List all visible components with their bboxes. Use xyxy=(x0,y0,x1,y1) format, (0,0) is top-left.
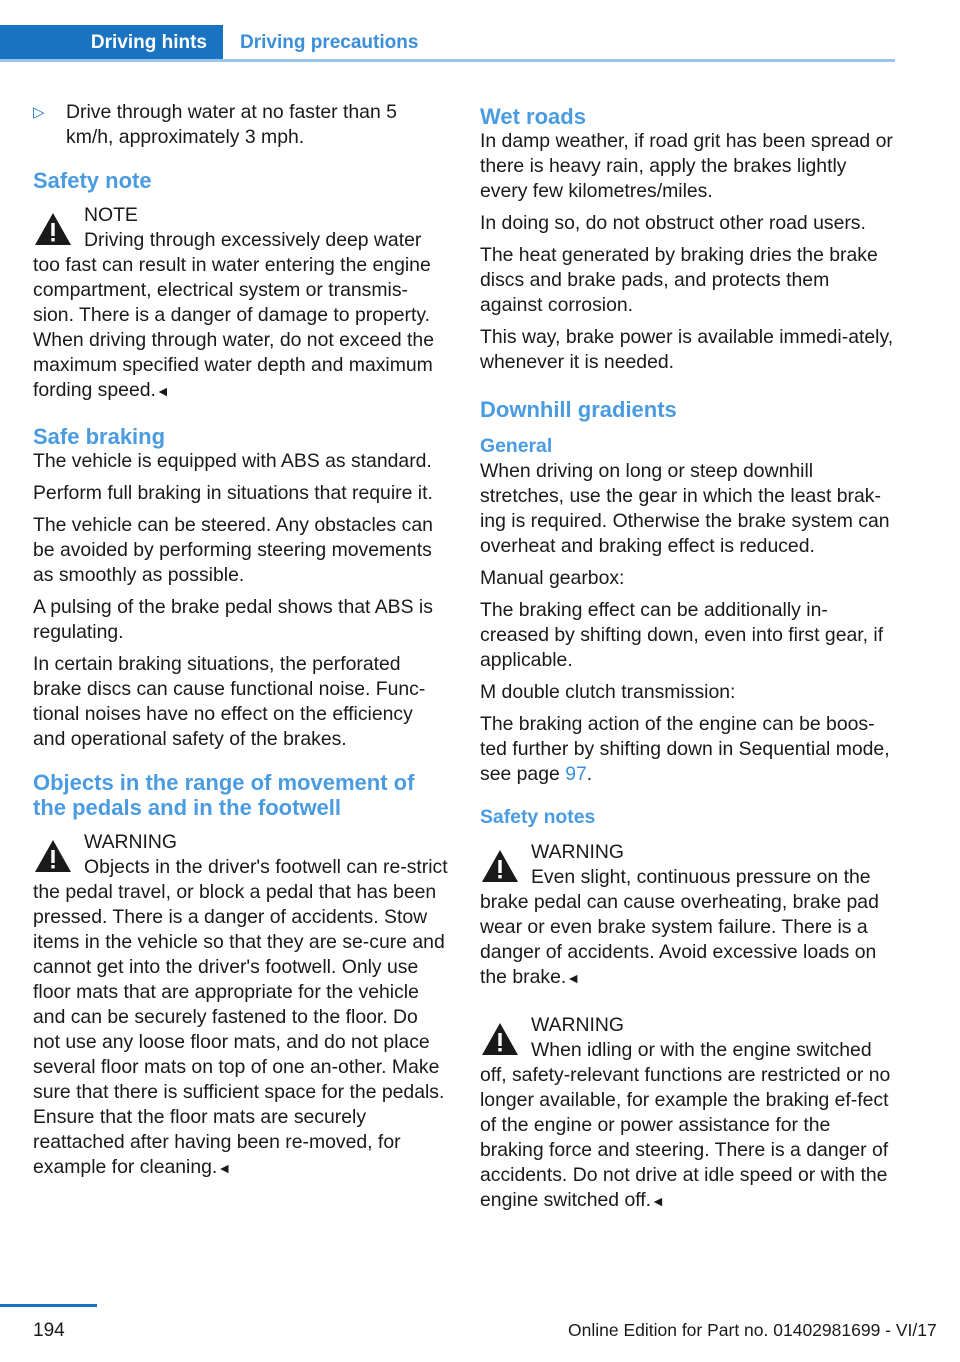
paragraph-text: . xyxy=(586,763,593,785)
paragraph: When driving on long or steep downhill stretches, use the gear in which the least brak‐ing is required. Otherwise the brake system can overheat and braking effect is reduced. xyxy=(480,460,890,557)
footer-rule xyxy=(0,1304,97,1307)
warning-text xyxy=(480,1038,895,1214)
page-number: 194 xyxy=(33,1320,65,1341)
paragraph: Manual gearbox: xyxy=(480,567,625,589)
right-column xyxy=(480,100,895,1214)
page-header xyxy=(0,0,895,62)
safety-notes-heading: Safety notes xyxy=(480,806,596,828)
note-text xyxy=(33,228,448,404)
bullet-triangle-icon: ▷ xyxy=(33,104,45,121)
warning-triangle-icon xyxy=(33,211,73,247)
paragraph xyxy=(480,712,895,787)
bullet-text: Drive through water at no faster than 5 km/h, approximately 3 mph. xyxy=(66,101,397,148)
warning-body: Even slight, continuous pressure on the brake pedal can cause overheating, brake pad wear or even brake system failure. There is a danger of accidents. Avoid excessive loads on the brake. xyxy=(480,866,879,988)
paragraph: In doing so, do not obstruct other road users. xyxy=(480,212,866,234)
paragraph-text: The braking action of the engine can be boos‐ted further by shifting down in Sequential mode, see page xyxy=(480,713,890,785)
paragraph: In damp weather, if road grit has been spread or there is heavy rain, apply the brakes lightly every few kilometres/miles. xyxy=(480,130,893,202)
warning-text xyxy=(33,855,448,1181)
end-mark-icon: ◄ xyxy=(566,970,581,986)
warning-label: WARNING xyxy=(531,841,624,863)
warning-triangle-icon xyxy=(480,1021,520,1057)
tab-driving-hints[interactable]: Driving hints xyxy=(0,25,223,60)
note-body: Driving through excessively deep water too fast can result in water entering the engine compartment, electrical system or transmis‐sion. There is a danger of damage to property. When driving through water, do not exceed the maximum specified water depth and maximum fording speed. xyxy=(33,229,434,401)
general-subheading: General xyxy=(480,435,553,457)
header-rule xyxy=(0,59,895,62)
end-mark-icon: ◄ xyxy=(155,383,170,399)
note-label: NOTE xyxy=(84,204,138,226)
warning-body: When idling or with the engine switched off, safety-relevant functions are restricted or no longer available, for example the braking ef‐fect of the engine or power assistance for the braking force and steering. There is a danger of accidents. Do not drive at idle speed or with the engine switched off. xyxy=(480,1039,891,1211)
paragraph: The braking effect can be additionally in‐creased by shifting down, even into first gear, if applicable. xyxy=(480,599,884,671)
wet-roads-heading: Wet roads xyxy=(480,104,586,129)
paragraph: The vehicle can be steered. Any obstacles can be avoided by performing steering movements as smoothly as possible. xyxy=(33,514,433,586)
paragraph: M double clutch transmission: xyxy=(480,681,736,703)
safe-braking-heading: Safe braking xyxy=(33,424,166,449)
page-link[interactable]: 97 xyxy=(565,763,587,785)
downhill-heading: Downhill gradients xyxy=(480,397,677,422)
safety-note-block xyxy=(33,203,448,404)
edition-text: Online Edition for Part no. 01402981699 - VI/17 xyxy=(568,1320,937,1340)
safety-note-heading: Safety note xyxy=(33,168,152,193)
paragraph: In certain braking situations, the perforated brake discs can cause functional noise. Func‐tional noises have no effect on the efficiency and operational safety of the brakes. xyxy=(33,653,426,750)
warning-text xyxy=(480,865,895,991)
end-mark-icon: ◄ xyxy=(651,1193,665,1209)
warning-triangle-icon xyxy=(480,848,520,884)
paragraph: The heat generated by braking dries the brake discs and brake pads, and protects them against corrosion. xyxy=(480,244,878,316)
paragraph: A pulsing of the brake pedal shows that ABS is regulating. xyxy=(33,596,433,643)
tab-driving-precautions[interactable]: Driving precautions xyxy=(240,32,419,53)
paragraph: The vehicle is equipped with ABS as standard. xyxy=(33,450,432,472)
idle-warning-block xyxy=(480,1013,895,1214)
objects-warning-block xyxy=(33,830,448,1181)
end-mark-icon: ◄ xyxy=(217,1160,232,1176)
paragraph: This way, brake power is available immedi‐ately, whenever it is needed. xyxy=(480,326,894,373)
brake-warning-block xyxy=(480,840,895,991)
objects-heading: Objects in the range of movement of the pedals and in the footwell xyxy=(33,770,415,820)
left-column xyxy=(33,100,448,1181)
list-item xyxy=(33,100,448,150)
paragraph: Perform full braking in situations that require it. xyxy=(33,482,433,504)
warning-label: WARNING xyxy=(84,831,177,853)
warning-triangle-icon xyxy=(33,838,73,874)
warning-label: WARNING xyxy=(531,1014,624,1036)
warning-body: Objects in the driver's footwell can re‐strict the pedal travel, or block a pedal that has been pressed. There is a danger of accidents. Stow items in the vehicle so that they are se‐cure and cannot get into the driver's footwell. Only use floor mats that are appropriate for the vehicle and can be securely fastened to the floor. Do not use any loose floor mats, and do not place several floor mats on top of one an‐other. Make sure that there is sufficient space for the pedals. Ensure that the floor mats are securely reattached after having been re‐moved, for example for cleaning. xyxy=(33,856,448,1178)
